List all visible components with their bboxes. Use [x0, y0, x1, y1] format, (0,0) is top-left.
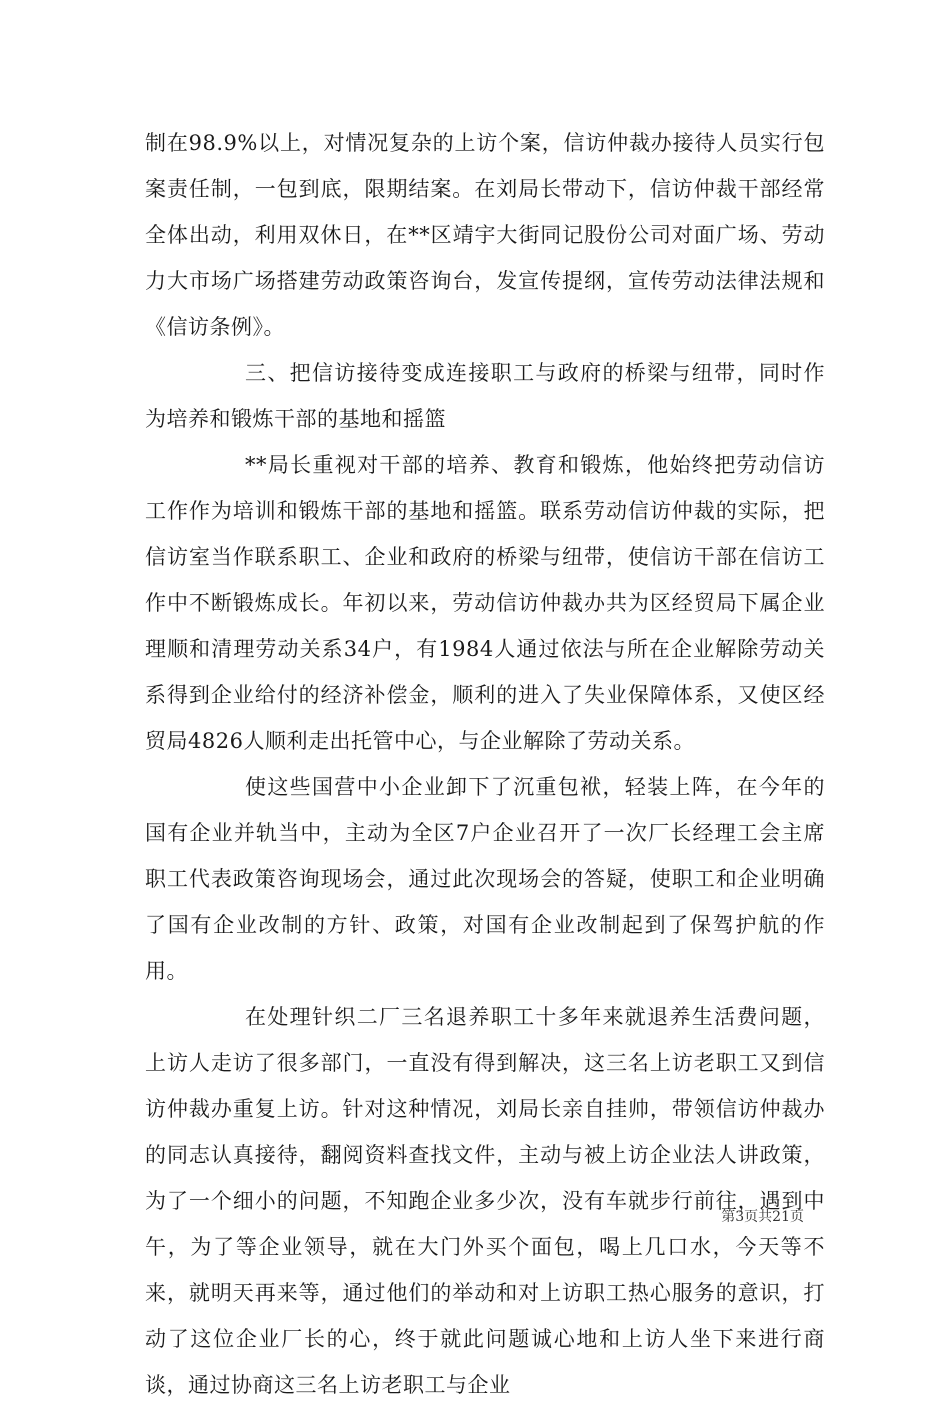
paragraph-4: 在处理针织二厂三名退养职工十多年来就退养生活费问题，上访人走访了很多部门，一直没有得到解决，这三名上访老职工又到信访仲裁办重复上访。针对这种情况，刘局长亲自挂帅，带领信访仲裁办的同志认真接待，翻阅资料查找文件，主动与被上访企业法人讲政策，为了一个细小的问题，不知跑企业多少次，没有车就步行前往，遇到中午，为了等企业领导，就在大门外买个面包，喝上几口水，今天等不来，就明天再来等，通过他们的举动和对上访职工热心服务的意识，打动了这位企业厂长的心，终于就此问题诚心地和上访人坐下来进行商谈，通过协商这三名上访老职工与企业	[145, 1005, 825, 1397]
paragraph-3: 使这些国营中小企业卸下了沉重包袱，轻装上阵，在今年的国有企业并轨当中，主动为全区7户企业召开了一次厂长经理工会主席职工代表政策咨询现场会，通过此次现场会的答疑，使职工和企业明确了国有企业改制的方针、政策，对国有企业改制起到了保驾护航的作用。	[145, 775, 825, 983]
section-heading: 三、把信访接待变成连接职工与政府的桥梁与纽带，同时作为培养和锻炼干部的基地和摇篮	[145, 361, 825, 431]
paragraph-1: 制在98.9%以上，对情况复杂的上访个案，信访仲裁办接待人员实行包案责任制，一包到底，限期结案。在刘局长带动下，信访仲裁干部经常全体出动，利用双休日，在**区靖宇大街同记股份公司对面广场、劳动力大市场广场搭建劳动政策咨询台，发宣传提纲，宣传劳动法律法规和《信访条例》。	[145, 131, 825, 339]
page-number-footer: 第3页共21页	[721, 1209, 804, 1225]
paragraph-2: **局长重视对干部的培养、教育和锻炼，他始终把劳动信访工作作为培训和锻炼干部的基地和摇篮。联系劳动信访仲裁的实际，把信访室当作联系职工、企业和政府的桥梁与纽带，使信访干部在信访工作中不断锻炼成长。年初以来，劳动信访仲裁办共为区经贸局下属企业理顺和清理劳动关系34户，有1984人通过依法与所在企业解除劳动关系得到企业给付的经济补偿金，顺利的进入了失业保障体系，又使区经贸局4826人顺利走出托管中心，与企业解除了劳动关系。	[145, 453, 825, 753]
